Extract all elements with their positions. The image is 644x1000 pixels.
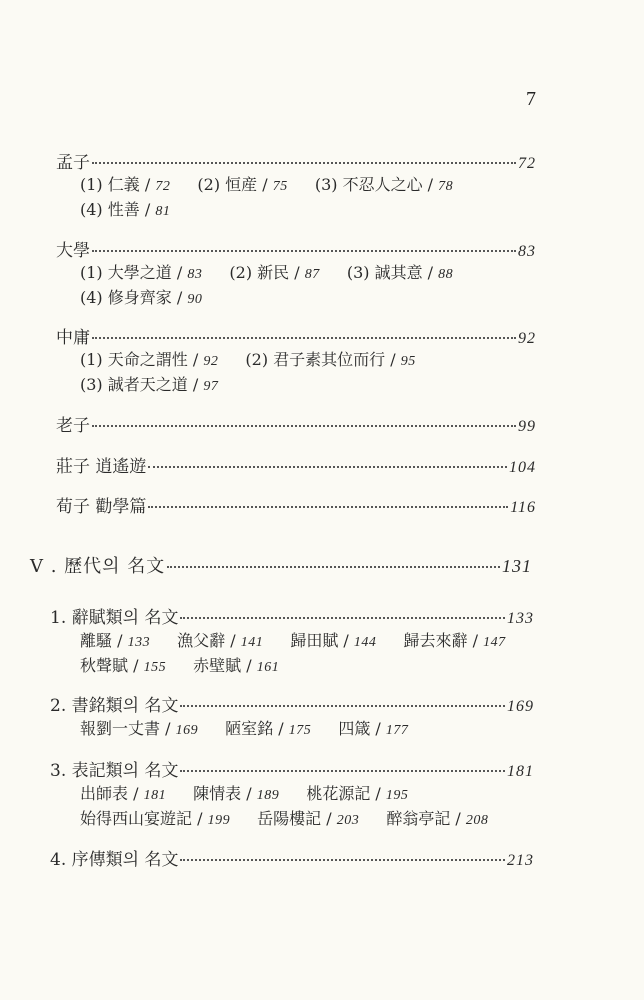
- sub-items-section-1-1: [80, 628, 528, 651]
- toc-section-4: [50, 845, 534, 870]
- toc-entry-page: 104: [509, 459, 536, 476]
- sub-item: 秋聲賦 / 155: [80, 656, 167, 675]
- section-page: 169: [507, 698, 534, 715]
- dot-leader: [92, 337, 516, 339]
- sub-item: (4) 修身齊家 / 90: [80, 288, 203, 307]
- sub-item: 醉翁亭記 / 208: [386, 809, 489, 828]
- sub-item: (1) 大學之道 / 83: [80, 263, 203, 282]
- sub-items-section-3-1: [80, 781, 430, 804]
- sub-item: 始得西山宴遊記 / 199: [80, 809, 231, 828]
- toc-section-2: [50, 691, 534, 716]
- sub-item: 離騷 / 133: [80, 631, 151, 650]
- sub-items-section-3-2: [80, 806, 510, 829]
- part-title: V . 歷代의 名文: [30, 556, 166, 577]
- toc-section-1: [50, 603, 534, 628]
- sub-item: 岳陽樓記 / 203: [257, 809, 360, 828]
- page-number: 7: [526, 88, 536, 110]
- toc-entry-label: 大學: [56, 241, 90, 261]
- dot-leader: [180, 705, 505, 707]
- sub-items-section-2-1: [80, 716, 430, 739]
- dot-leader: [92, 425, 516, 427]
- sub-items-mencius-1: [80, 172, 475, 195]
- sub-item: (3) 不忍人之心 / 78: [314, 175, 454, 194]
- sub-item: 陳情表 / 189: [193, 784, 280, 803]
- sub-items-zhongyong-2: [80, 372, 240, 395]
- sub-item: (3) 誠者天之道 / 97: [80, 375, 219, 394]
- section-label: 3. 表記類의 名文: [50, 761, 179, 781]
- sub-item: 四箴 / 177: [338, 719, 409, 738]
- section-page: 181: [507, 763, 534, 780]
- sub-item: (1) 天命之謂性 / 92: [80, 350, 219, 369]
- toc-entry-xunzi: [56, 492, 536, 517]
- toc-entry-page: 72: [518, 155, 536, 172]
- sub-item: (2) 恒産 / 75: [197, 175, 288, 194]
- sub-item: 歸田賦 / 144: [290, 631, 377, 650]
- toc-entry-zhuangzi: [56, 452, 536, 477]
- section-label: 2. 書銘類의 名文: [50, 696, 179, 716]
- sub-item: (3) 誠其意 / 88: [346, 263, 454, 282]
- sub-item: (1) 仁義 / 72: [80, 175, 171, 194]
- dot-leader: [92, 162, 516, 164]
- sub-items-daxue-1: [80, 260, 475, 283]
- dot-leader: [167, 566, 500, 568]
- sub-item: 報劉一丈書 / 169: [80, 719, 199, 738]
- toc-entry-label: 莊子 逍遙遊: [56, 457, 147, 477]
- sub-item: (2) 新民 / 87: [229, 263, 320, 282]
- toc-entry-label: 中庸: [56, 328, 90, 348]
- section-label: 1. 辭賦類의 名文: [50, 608, 179, 628]
- dot-leader: [180, 859, 505, 861]
- toc-part-v: [30, 552, 532, 578]
- sub-item: 出師表 / 181: [80, 784, 167, 803]
- sub-items-section-1-2: [80, 653, 301, 676]
- toc-entry-label: 荀子 勸學篇: [56, 497, 147, 517]
- dot-leader: [148, 506, 508, 508]
- sub-items-daxue-2: [80, 285, 224, 308]
- toc-entry-daxue: [56, 236, 536, 261]
- toc-entry-page: 99: [518, 418, 536, 435]
- toc-entry-label: 孟子: [56, 153, 90, 173]
- part-page: 131: [502, 556, 532, 576]
- sub-items-zhongyong-1: [80, 347, 438, 370]
- sub-item: (2) 君子素其位而行 / 95: [245, 350, 416, 369]
- toc-entry-label: 老子: [56, 416, 90, 436]
- toc-entry-page: 83: [518, 243, 536, 260]
- sub-item: 陋室銘 / 175: [225, 719, 312, 738]
- dot-leader: [180, 617, 505, 619]
- toc-entry-page: 116: [510, 499, 536, 516]
- section-label: 4. 序傳類의 名文: [50, 850, 179, 870]
- sub-item: 桃花源記 / 195: [306, 784, 409, 803]
- dot-leader: [92, 250, 516, 252]
- sub-item: 赤壁賦 / 161: [193, 656, 280, 675]
- sub-item: 漁父辭 / 141: [177, 631, 264, 650]
- toc-entry-mencius: [56, 148, 536, 173]
- dot-leader: [180, 770, 505, 772]
- section-page: 213: [507, 852, 534, 869]
- sub-item: 歸去來辭 / 147: [403, 631, 506, 650]
- sub-items-mencius-2: [80, 197, 192, 220]
- toc-entry-page: 92: [518, 330, 536, 347]
- toc-entry-laozi: [56, 411, 536, 436]
- toc-section-3: [50, 756, 534, 781]
- toc-entry-zhongyong: [56, 323, 536, 348]
- sub-item: (4) 性善 / 81: [80, 200, 171, 219]
- section-page: 133: [507, 610, 534, 627]
- dot-leader: [148, 466, 507, 468]
